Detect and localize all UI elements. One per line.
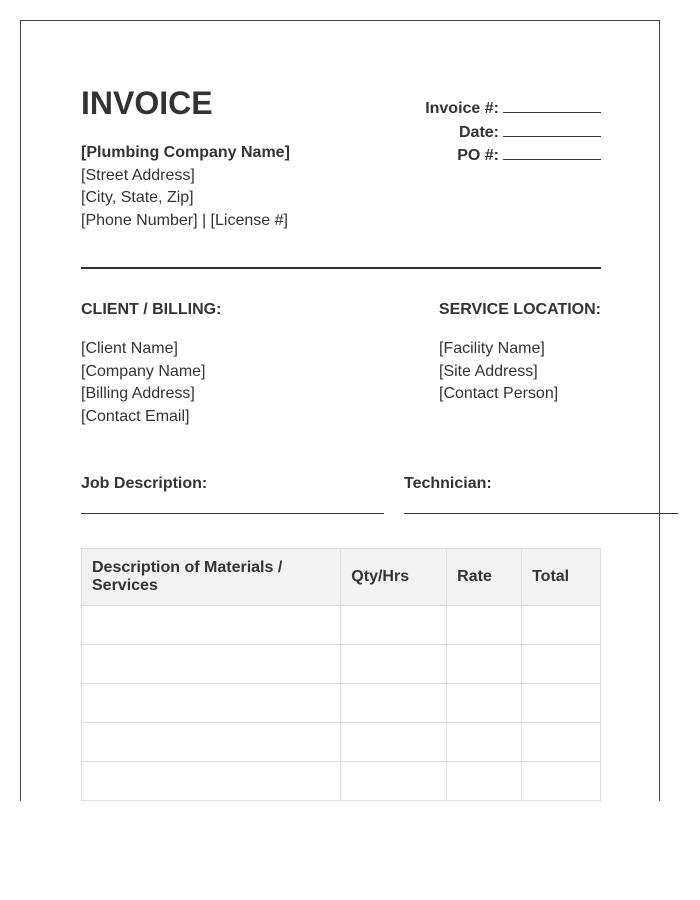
table-header-row xyxy=(82,549,601,606)
client-billing-block xyxy=(81,338,206,428)
client-company-name: [Company Name] xyxy=(81,362,206,380)
table-cell-rate[interactable] xyxy=(447,645,522,684)
header-divider xyxy=(81,267,601,269)
table-row xyxy=(82,645,601,684)
service-location-block xyxy=(439,338,558,406)
column-header-total: Total xyxy=(522,549,601,606)
service-facility-name: [Facility Name] xyxy=(439,340,545,357)
table-cell-description[interactable] xyxy=(82,723,341,762)
date-field[interactable] xyxy=(503,121,601,137)
invoice-number-field[interactable] xyxy=(503,97,601,113)
service-location-heading: SERVICE LOCATION: xyxy=(438,301,601,318)
client-billing-address: [Billing Address] xyxy=(81,385,195,402)
service-contact-person: [Contact Person] xyxy=(439,385,559,402)
po-field[interactable] xyxy=(503,144,601,160)
technician-field[interactable] xyxy=(404,513,678,514)
table-cell-description[interactable] xyxy=(82,645,341,684)
table-cell-total[interactable] xyxy=(522,645,601,684)
table-cell-rate[interactable] xyxy=(447,684,522,723)
table-row xyxy=(82,684,601,723)
table-cell-qty[interactable] xyxy=(341,645,447,684)
table-cell-description[interactable] xyxy=(82,684,341,723)
po-row xyxy=(425,144,601,168)
client-name: [Client Name] xyxy=(81,340,178,357)
company-street: [Street Address] xyxy=(81,166,195,184)
table-row xyxy=(82,723,601,762)
client-contact-email: [Contact Email] xyxy=(81,407,190,425)
table-cell-qty[interactable] xyxy=(341,723,447,762)
technician-label: Technician: xyxy=(404,475,492,492)
table-row xyxy=(82,762,601,801)
table-row xyxy=(82,606,601,645)
table-cell-total[interactable] xyxy=(522,723,601,762)
table-cell-qty[interactable] xyxy=(341,762,447,801)
table-cell-qty[interactable] xyxy=(341,684,447,723)
date-row xyxy=(425,121,601,145)
line-items-table xyxy=(81,548,601,801)
company-name: [Plumbing Company Name] xyxy=(81,144,290,161)
invoice-number-row xyxy=(425,97,601,121)
invoice-meta xyxy=(425,97,601,168)
invoice-number-label: Invoice #: xyxy=(425,100,499,117)
company-phone-license: [Phone Number] | [License #] xyxy=(81,211,288,229)
table-cell-qty[interactable] xyxy=(341,606,447,645)
job-description-label: Job Description: xyxy=(81,475,208,492)
column-header-rate: Rate xyxy=(447,549,522,606)
date-label: Date: xyxy=(458,123,499,141)
table-cell-rate[interactable] xyxy=(447,762,522,801)
po-label: PO #: xyxy=(457,147,499,164)
column-header-description: Description of Materials / Services xyxy=(82,549,341,606)
table-cell-total[interactable] xyxy=(522,684,601,723)
table-cell-total[interactable] xyxy=(522,606,601,645)
company-info xyxy=(81,142,290,232)
table-cell-description[interactable] xyxy=(82,762,341,801)
client-billing-heading: CLIENT / BILLING: xyxy=(81,301,222,318)
table-cell-rate[interactable] xyxy=(447,606,522,645)
service-site-address: [Site Address] xyxy=(439,362,538,380)
column-header-qty-hrs: Qty/Hrs xyxy=(341,549,447,606)
company-city-state-zip: [City, State, Zip] xyxy=(81,189,194,206)
job-description-field[interactable] xyxy=(81,513,384,514)
invoice-title: INVOICE xyxy=(81,85,213,121)
table-cell-rate[interactable] xyxy=(447,723,522,762)
table-cell-total[interactable] xyxy=(522,762,601,801)
table-cell-description[interactable] xyxy=(82,606,341,645)
